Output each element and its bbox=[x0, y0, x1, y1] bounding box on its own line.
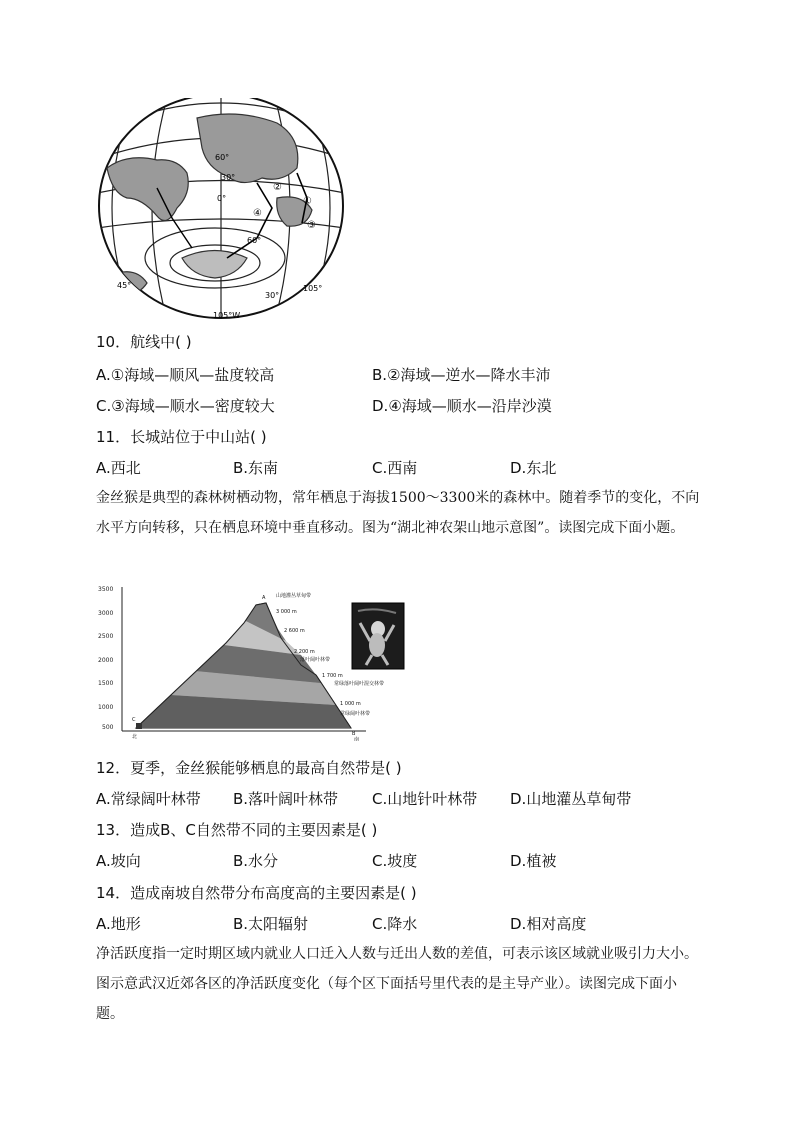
q13-option-d[interactable]: D.植被 bbox=[510, 852, 557, 870]
map-label-sea3: ③ bbox=[307, 220, 316, 231]
passage-golden-monkey: 金丝猴是典型的森林树栖动物，常年栖息于海拔1500～3300米的森林中。随着季节的变化，不向水平方向转移，只在栖息环境中垂直移动。图为“湖北神农架山地示意图”。读图完成下面小题。 bbox=[96, 490, 700, 536]
map-label-lat60: 60° bbox=[215, 153, 230, 162]
elev-label-2600: 2 600 m bbox=[284, 628, 305, 634]
q10-option-c[interactable]: C.③海域—顺水—密度较大 bbox=[96, 397, 275, 415]
y-tick-3500: 3500 bbox=[98, 586, 114, 593]
y-tick-1500: 1500 bbox=[98, 680, 114, 687]
q11-option-c[interactable]: C.西南 bbox=[372, 459, 418, 477]
map-label-lat0: 0° bbox=[217, 194, 227, 203]
elev-label-3000: 3 000 m bbox=[276, 609, 297, 615]
map-label-lat30s: 30° bbox=[265, 291, 280, 300]
q12-option-a[interactable]: A.常绿阔叶林带 bbox=[96, 790, 201, 808]
q11-option-a[interactable]: A.西北 bbox=[96, 459, 141, 477]
globe-map-figure bbox=[97, 98, 345, 320]
point-label-b: B bbox=[352, 731, 356, 737]
map-label-lon-left: 45° bbox=[117, 281, 132, 290]
peak-label-a: A bbox=[262, 595, 266, 601]
y-tick-2500: 2500 bbox=[98, 633, 114, 640]
q14-option-c[interactable]: C.降水 bbox=[372, 915, 418, 933]
map-label-sea2: ② bbox=[273, 182, 282, 193]
axis-label-north: 北 bbox=[132, 734, 138, 740]
q11-option-b[interactable]: B.东南 bbox=[233, 459, 279, 477]
map-label-lon-west: 105°W bbox=[213, 311, 241, 320]
map-label-sea4: ④ bbox=[253, 208, 262, 219]
belt-label-deciduous: 落叶阔叶林带 bbox=[300, 657, 331, 663]
elev-label-1700: 1 700 m bbox=[322, 673, 343, 679]
q13-option-a[interactable]: A.坡向 bbox=[96, 852, 141, 870]
q14-stem: 14．造成南坡自然带分布高度高的主要因素是( ) bbox=[96, 884, 417, 902]
q12-option-c[interactable]: C.山地针叶林带 bbox=[372, 790, 478, 808]
belt-label-top: 山地灌丛草甸带 bbox=[276, 593, 312, 599]
golden-monkey-photo bbox=[352, 603, 404, 669]
q13-stem: 13．造成B、C自然带不同的主要因素是( ) bbox=[96, 821, 378, 839]
map-label-lat-south: 60° bbox=[247, 236, 262, 245]
y-tick-3000: 3000 bbox=[98, 610, 114, 617]
y-tick-1000: 1000 bbox=[98, 704, 114, 711]
q10-stem: 10．航线中( ) bbox=[96, 333, 192, 351]
y-tick-2000: 2000 bbox=[98, 657, 114, 664]
point-label-c: C bbox=[132, 717, 136, 723]
elev-label-1000: 1 000 m bbox=[340, 701, 361, 707]
mountain-profile-figure bbox=[96, 583, 418, 741]
globe-map bbox=[97, 98, 345, 320]
q10-option-d[interactable]: D.④海域—顺水—沿岸沙漠 bbox=[372, 397, 552, 415]
q13-option-c[interactable]: C.坡度 bbox=[372, 852, 418, 870]
q12-stem: 12．夏季，金丝猴能够栖息的最高自然带是( ) bbox=[96, 759, 402, 777]
mountain-profile-diagram bbox=[96, 583, 418, 741]
q14-option-b[interactable]: B.太阳辐射 bbox=[233, 915, 309, 933]
passage-net-activity: 净活跃度指一定时期区域内就业人口迁入人数与迁出人数的差值，可表示该区域就业吸引力大小。图示意武汉近郊各区的净活跃度变化（每个区下面括号里代表的是主导产业）。读图完成下面小题。 bbox=[96, 946, 698, 1022]
q11-stem: 11．长城站位于中山站( ) bbox=[96, 428, 267, 446]
q10-option-b[interactable]: B.②海域—逆水—降水丰沛 bbox=[372, 366, 551, 384]
q11-option-d[interactable]: D.东北 bbox=[510, 459, 557, 477]
elev-label-2200: 2 200 m bbox=[294, 649, 315, 655]
belt-label-evergreen: 常绿阔叶林带 bbox=[340, 711, 371, 717]
map-label-lon-right: 105° bbox=[303, 284, 323, 293]
q12-option-d[interactable]: D.山地灌丛草甸带 bbox=[510, 790, 632, 808]
q14-option-d[interactable]: D.相对高度 bbox=[510, 915, 587, 933]
q12-option-b[interactable]: B.落叶阔叶林带 bbox=[233, 790, 339, 808]
map-label-lat30: 30° bbox=[221, 173, 236, 182]
y-tick-500: 500 bbox=[102, 724, 114, 731]
axis-label-south: 南 bbox=[354, 737, 360, 741]
belt-label-mixed: 常绿落叶阔叶混交林带 bbox=[334, 681, 385, 687]
q10-option-a[interactable]: A.①海域—顺风—盐度较高 bbox=[96, 366, 275, 384]
q14-option-a[interactable]: A.地形 bbox=[96, 915, 141, 933]
map-label-sea1: ① bbox=[303, 196, 312, 207]
q13-option-b[interactable]: B.水分 bbox=[233, 852, 279, 870]
